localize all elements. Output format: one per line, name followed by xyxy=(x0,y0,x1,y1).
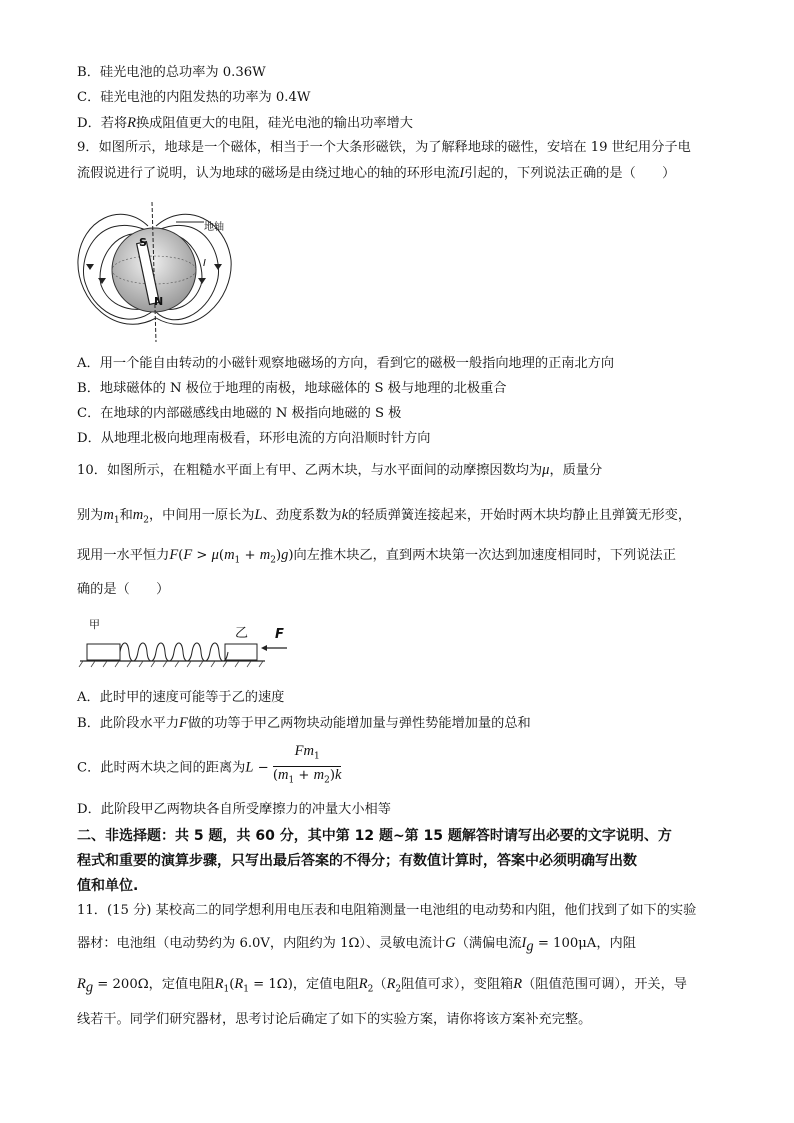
q9-option-c: C．在地球的内部磁感线由地磁的 N 极指向地磁的 S 极 xyxy=(77,406,402,421)
q8-option-b: B．硅光电池的总功率为 0.36W xyxy=(77,65,266,80)
q10-option-c: C．此时两木块之间的距离为L − $\frac{Fm_1}{(m_1 + m_2)k}$ xyxy=(77,745,341,791)
q10-stem-line4: 确的是（ ） xyxy=(77,582,170,597)
q9-option-d: D．从地理北极向地理南极看，环形电流的方向沿顺时针方向 xyxy=(77,431,431,446)
q11-stem-line2: 器材：电池组（电动势约为 6.0V，内阻约为 1Ω）、灵敏电流计G（满偏电流$I_g = 100\mu A$，内阻 xyxy=(77,935,636,955)
block-jia-label: 甲 xyxy=(89,618,100,631)
q9-stem-line2: 流假说进行了说明，认为地球的磁场是由绕过地心的轴的环形电流I引起的，下列说法正确的是（ ） xyxy=(77,165,676,181)
block-jia xyxy=(87,644,120,660)
q11-stem-line3: $R_g = 200\Omega$，定值电阻$R_1(R_1 = 1\Omega)$，定值电阻$R_2(R_2$阻值可求），变阻箱R（阻值范围可调），开关，导 xyxy=(77,976,687,996)
block-yi-label: 乙 xyxy=(235,626,249,641)
earth-axis-label: 地轴 xyxy=(204,222,224,233)
magnet-n-label: N xyxy=(154,295,164,308)
earth-magnetic-field-figure xyxy=(76,200,236,345)
q10-stem-line3: 现用一水平恒力$F(F > \mu(m_1 + m_2)g)$向左推木块乙，直到两木块第一次达到加速度相同时，下列说法正 xyxy=(77,547,676,566)
q10-option-a: A．此时甲的速度可能等于乙的速度 xyxy=(77,690,285,705)
q10-option-d: D．此阶段甲乙两物块各自所受摩擦力的冲量大小相等 xyxy=(77,802,391,817)
q9-option-a: A．用一个能自由转动的小磁针观察地磁场的方向，看到它的磁极一般指向地理的正南北方向 xyxy=(77,356,615,371)
q11-stem-line1: 11．(15 分) 某校高二的同学想利用电压表和电阻箱测量一电池组的电动势和内阻，他们找到了如下的实验 xyxy=(77,903,697,918)
spring xyxy=(120,643,228,661)
q8-option-c: C．硅光电池的内阻发热的功率为 0.4W xyxy=(77,90,311,105)
q10-stem-line1: 10．如图所示，在粗糙水平面上有甲、乙两木块，与水平面间的动摩擦因数均为μ，质量分 xyxy=(77,462,603,478)
q10-option-b: B．此阶段水平力F做的功等于甲乙两物块动能增加量与弹性势能增加量的总和 xyxy=(77,715,531,731)
q10-stem-line2: 别为$m_1$和$m_2$，中间用一原长为L、劲度系数为k的轻质弹簧连接起来，开始时两木块均静止且弹簧无形变， xyxy=(77,507,692,526)
distance-fraction: $\frac{Fm_1}{(m_1 + m_2)k}$ xyxy=(272,743,342,786)
q8-option-d: D．若将R换成阻值更大的电阻，硅光电池的输出功率增大 xyxy=(77,115,413,131)
q11-stem-line4: 线若干。同学们研究器材，思考讨论后确定了如下的实验方案，请你将该方案补充完整。 xyxy=(77,1012,592,1027)
magnet-s-label: S xyxy=(139,236,147,249)
section2-heading-line3: 值和单位. xyxy=(77,878,139,894)
q9-option-b: B．地球磁体的 N 极位于地理的南极，地球磁体的 S 极与地理的北极重合 xyxy=(77,381,507,396)
section2-heading-line1: 二、非选择题：共 5 题，共 60 分，其中第 12 题~第 15 题解答时请写出必要的文字说明、方 xyxy=(77,828,672,844)
force-label: F xyxy=(275,627,284,642)
q9-stem-line1: 9．如图所示，地球是一个磁体，相当于一个大条形磁铁，为了解释地球的磁性，安培在 19 世纪用分子电 xyxy=(77,140,691,155)
current-label: I xyxy=(203,258,206,269)
block-yi xyxy=(225,644,257,660)
section2-heading-line2: 程式和重要的演算步骤，只写出最后答案的不得分；有数值计算时，答案中必须明确写出数 xyxy=(77,853,637,869)
spring-blocks-figure xyxy=(75,612,295,674)
